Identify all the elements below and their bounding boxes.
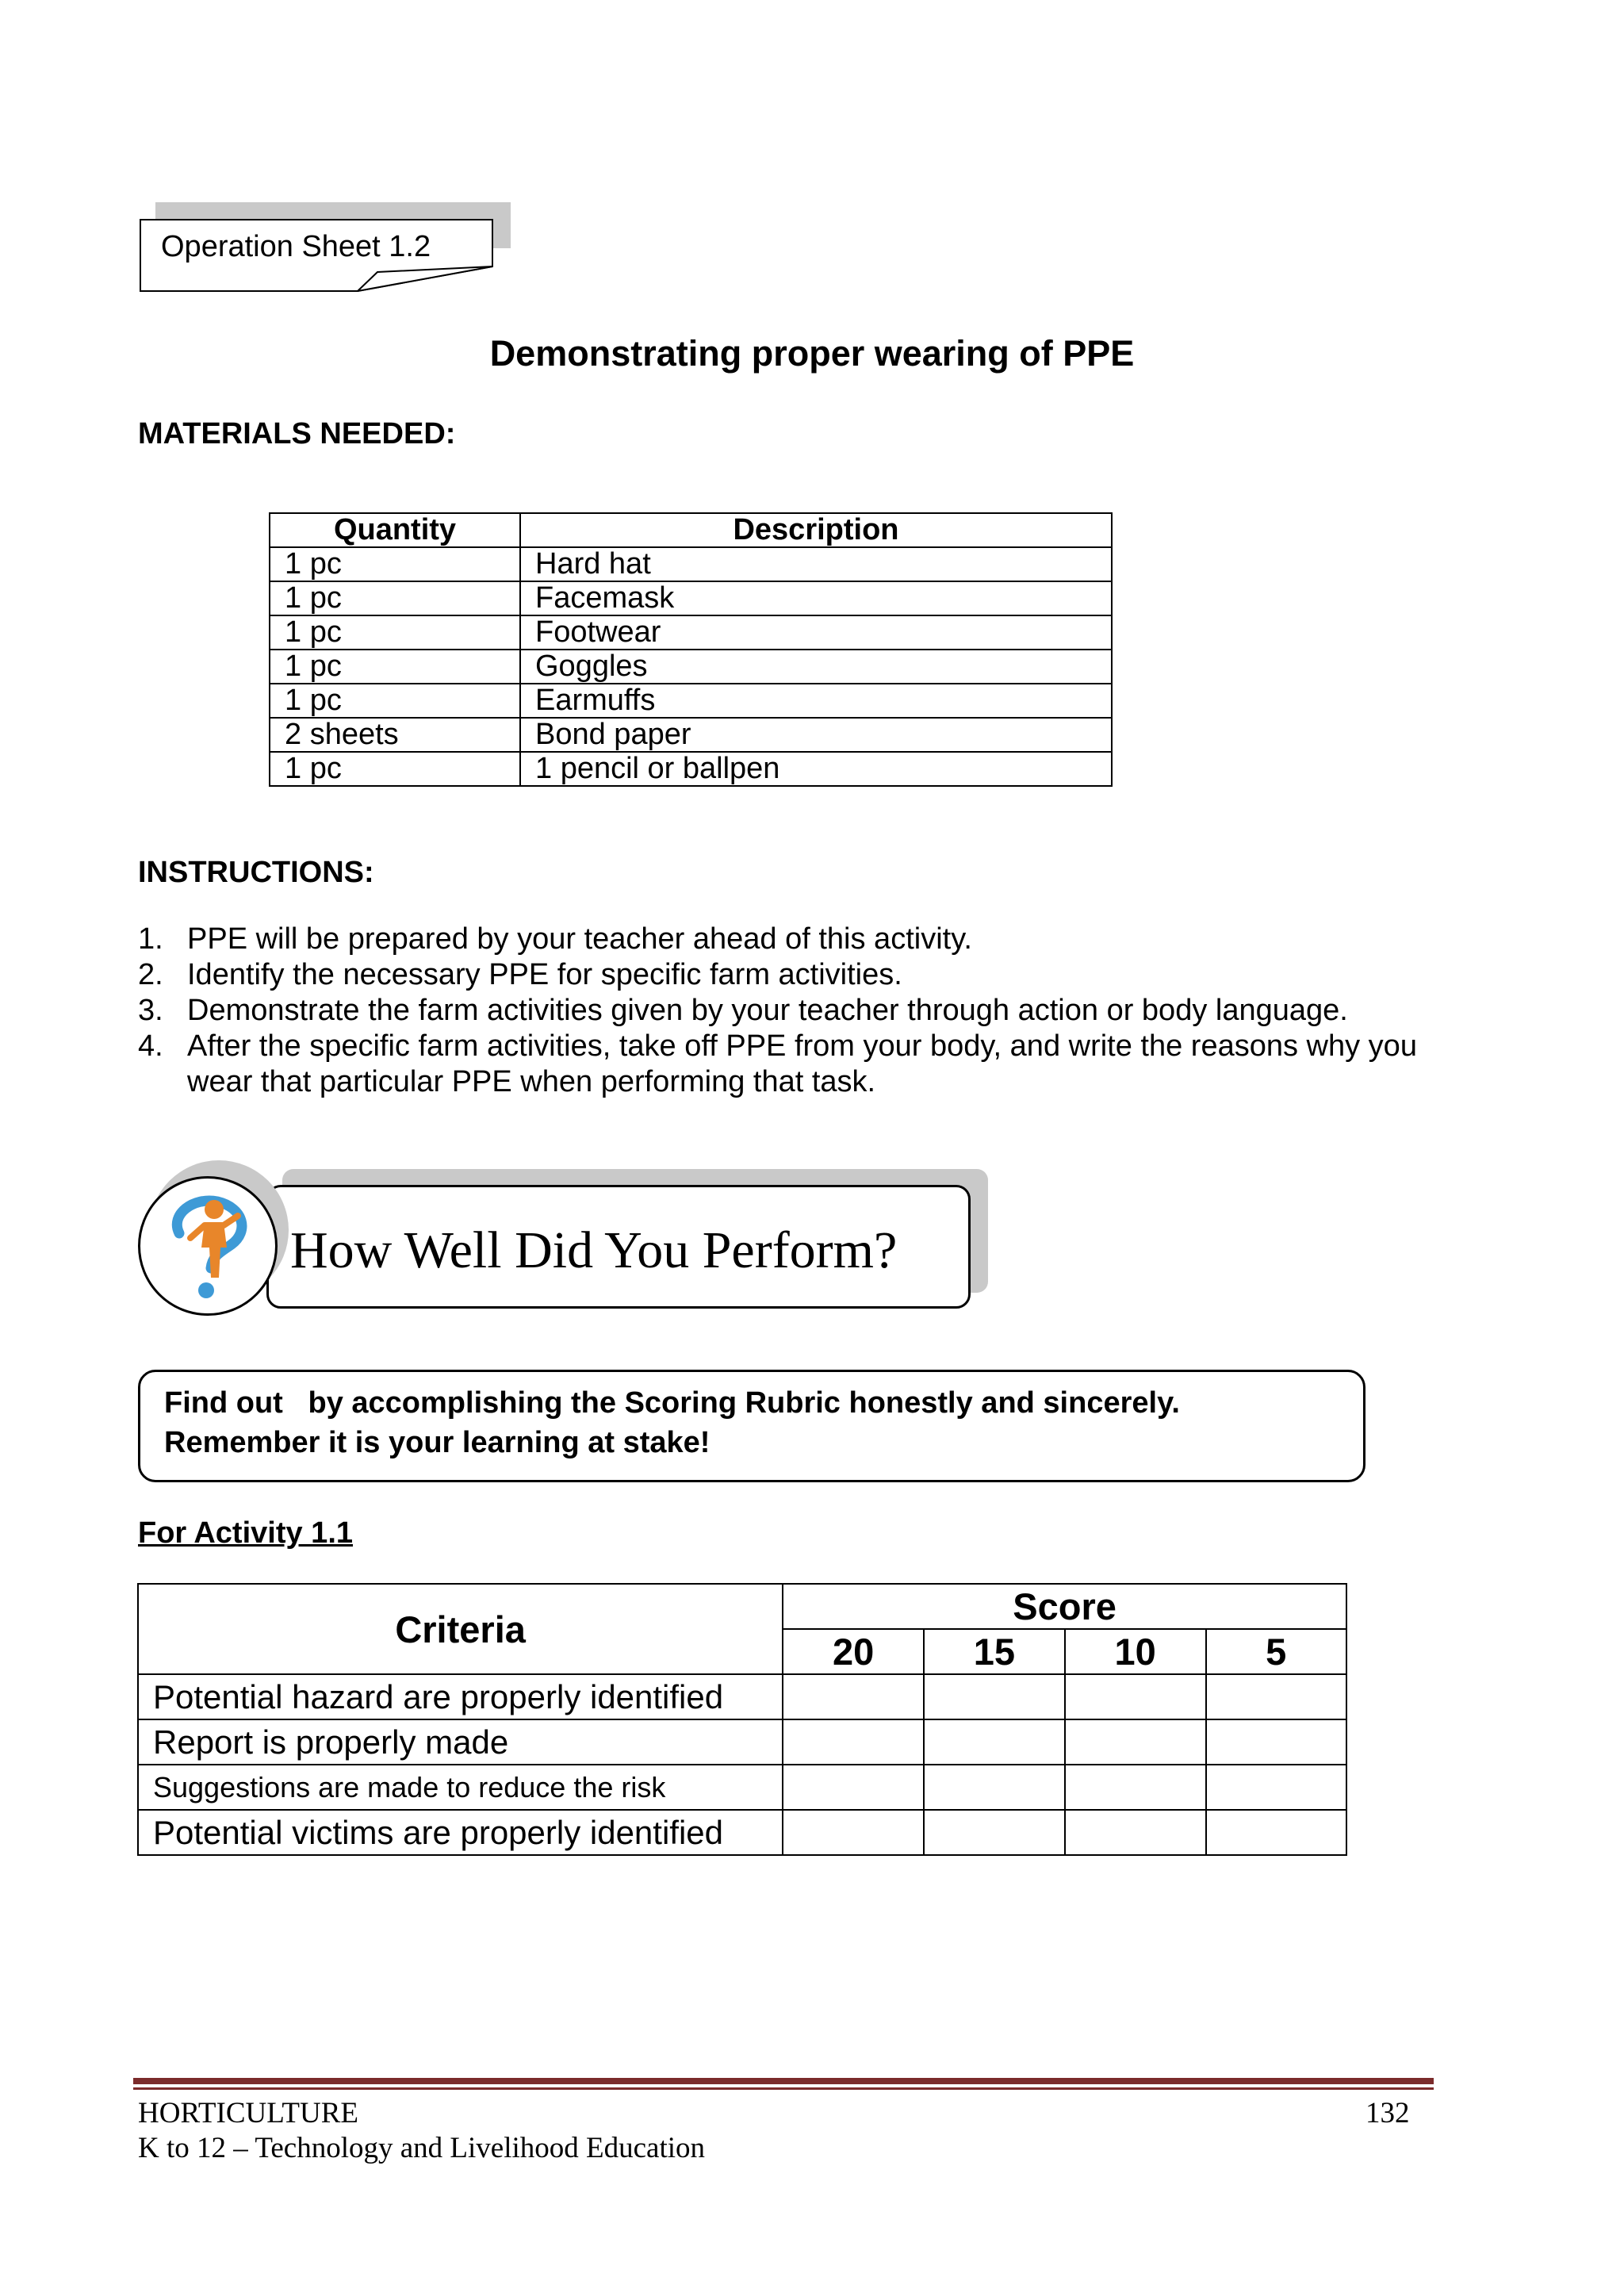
list-item-text: PPE will be prepared by your teacher ahead of this activity. (187, 922, 972, 956)
description-cell: Goggles (520, 650, 1112, 684)
score-cell[interactable] (783, 1765, 924, 1810)
table-row (270, 752, 1112, 786)
table-row (270, 650, 1112, 684)
list-item (138, 957, 1470, 993)
quantity-cell: 1 pc (270, 581, 520, 615)
score-cell[interactable] (924, 1765, 1065, 1810)
quantity-cell: 1 pc (270, 547, 520, 581)
score-cell[interactable] (1206, 1674, 1347, 1719)
list-item (138, 1029, 1470, 1100)
score-cell[interactable] (783, 1810, 924, 1855)
instructions-heading: INSTRUCTIONS: (138, 856, 374, 889)
table-row (270, 615, 1112, 650)
table-row (138, 1810, 1346, 1855)
criteria-cell: Report is properly made (138, 1719, 783, 1765)
score-value: 5 (1206, 1629, 1347, 1674)
materials-header-row (270, 513, 1112, 547)
score-value: 20 (783, 1629, 924, 1674)
description-cell: 1 pencil or ballpen (520, 752, 1112, 786)
activity-heading: For Activity 1.1 (138, 1516, 354, 1550)
operation-sheet-label: Operation Sheet 1.2 (161, 230, 431, 263)
score-cell[interactable] (1065, 1674, 1206, 1719)
materials-heading: MATERIALS NEEDED: (138, 417, 456, 450)
criteria-cell: Potential hazard are properly identified (138, 1674, 783, 1719)
score-cell[interactable] (1065, 1719, 1206, 1765)
quantity-cell: 1 pc (270, 615, 520, 650)
banner-title: How Well Did You Perform? (290, 1221, 898, 1279)
quantity-header: Quantity (270, 513, 520, 547)
quantity-cell: 1 pc (270, 650, 520, 684)
score-cell[interactable] (783, 1674, 924, 1719)
table-row (270, 547, 1112, 581)
criteria-cell: Potential victims are properly identified (138, 1810, 783, 1855)
rubric-header-row (138, 1584, 1346, 1629)
materials-table (269, 512, 1113, 787)
list-item-number: 2. (138, 958, 163, 991)
list-item (138, 993, 1470, 1029)
table-row (270, 718, 1112, 752)
score-cell[interactable] (924, 1719, 1065, 1765)
info-text-line2: Remember it is your learning at stake! (164, 1426, 710, 1459)
score-value: 10 (1065, 1629, 1206, 1674)
question-figure-icon (155, 1192, 262, 1303)
list-item-number: 3. (138, 994, 163, 1027)
score-cell[interactable] (783, 1719, 924, 1765)
criteria-cell: Suggestions are made to reduce the risk (138, 1765, 783, 1810)
quantity-cell: 1 pc (270, 752, 520, 786)
list-item-text: Demonstrate the farm activities given by your teacher through action or body language. (187, 994, 1348, 1027)
table-row (138, 1719, 1346, 1765)
quantity-cell: 1 pc (270, 684, 520, 718)
score-header: Score (783, 1584, 1346, 1629)
description-cell: Facemask (520, 581, 1112, 615)
table-row (270, 684, 1112, 718)
footer-rule-thin (133, 2087, 1434, 2090)
score-value: 15 (924, 1629, 1065, 1674)
instructions-list (138, 922, 1470, 1100)
score-cell[interactable] (924, 1674, 1065, 1719)
footer-rule-thick (133, 2078, 1434, 2084)
description-cell: Footwear (520, 615, 1112, 650)
description-header: Description (520, 513, 1112, 547)
list-item-text: Identify the necessary PPE for specific farm activities. (187, 958, 902, 991)
criteria-header: Criteria (138, 1584, 783, 1674)
footer-page-number: 132 (1365, 2097, 1410, 2129)
description-cell: Earmuffs (520, 684, 1112, 718)
list-item-number: 1. (138, 922, 163, 956)
page-title: Demonstrating proper wearing of PPE (489, 333, 1135, 374)
score-cell[interactable] (1206, 1719, 1347, 1765)
description-cell: Bond paper (520, 718, 1112, 752)
score-cell[interactable] (1206, 1810, 1347, 1855)
table-row (138, 1765, 1346, 1810)
info-text-line1: Find out by accomplishing the Scoring Rubric honestly and sincerely. (164, 1386, 1180, 1420)
list-item-number: 4. (138, 1029, 163, 1063)
footer-subject: HORTICULTURE (138, 2097, 359, 2129)
score-cell[interactable] (1065, 1765, 1206, 1810)
score-cell[interactable] (1206, 1765, 1347, 1810)
list-item-text: After the specific farm activities, take off PPE from your body, and write the reasons why you wear that particular PPE when performing that task. (187, 1029, 1417, 1098)
table-row (138, 1674, 1346, 1719)
description-cell: Hard hat (520, 547, 1112, 581)
score-cell[interactable] (924, 1810, 1065, 1855)
table-row (270, 581, 1112, 615)
rubric-table (137, 1583, 1347, 1856)
score-cell[interactable] (1065, 1810, 1206, 1855)
list-item (138, 922, 1470, 957)
footer-course: K to 12 – Technology and Livelihood Education (138, 2132, 706, 2164)
quantity-cell: 2 sheets (270, 718, 520, 752)
